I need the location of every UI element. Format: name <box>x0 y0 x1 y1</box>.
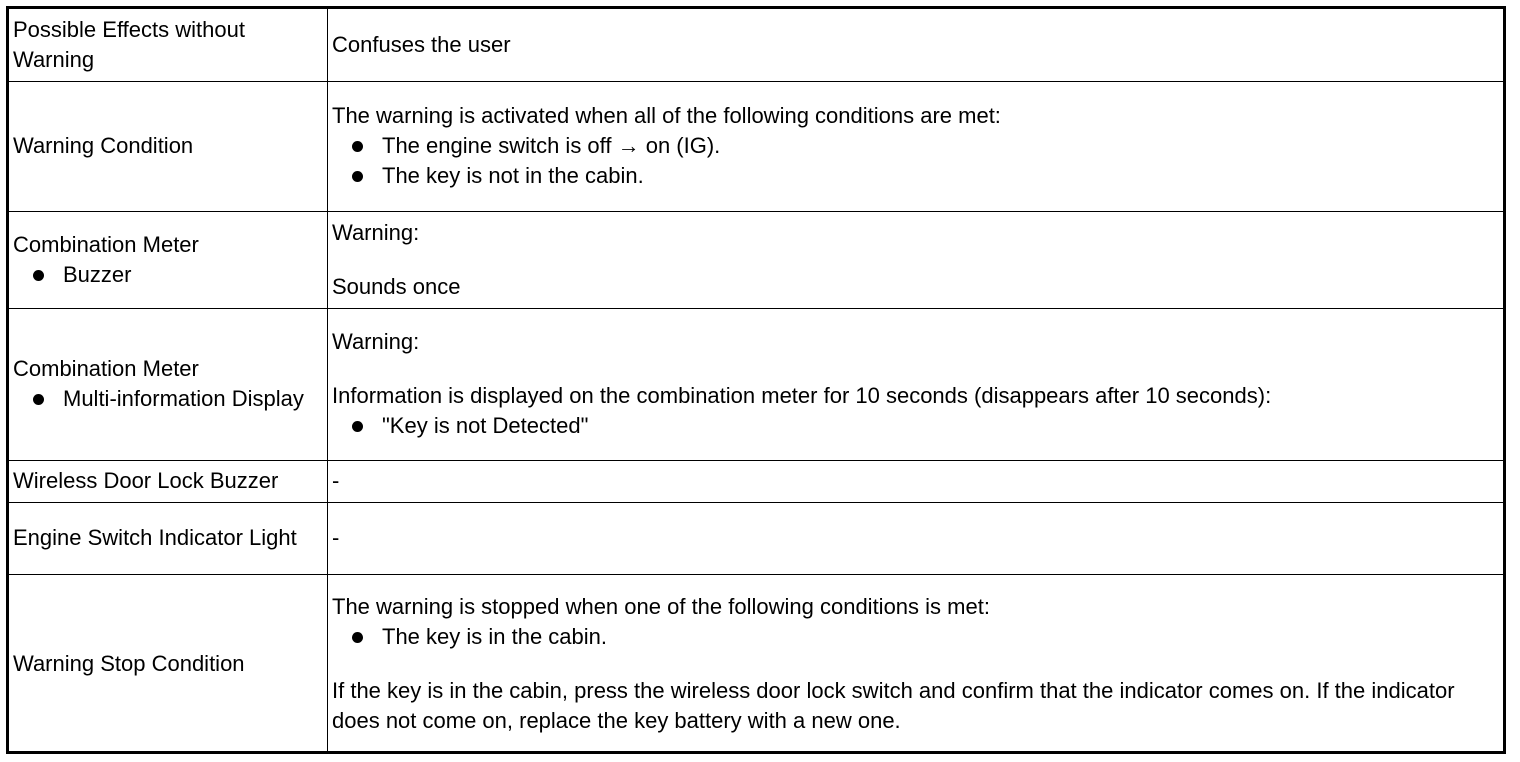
row-label: Wireless Door Lock Buzzer <box>13 468 279 493</box>
row-value: - <box>332 525 340 550</box>
value-cell <box>328 460 1504 502</box>
table-row-wireless-door-lock-buzzer <box>9 460 1503 502</box>
display-message-list <box>332 411 1499 441</box>
condition-list <box>332 131 1499 191</box>
row-label: Engine Switch Indicator Light <box>13 525 297 550</box>
row-value: Sounds once <box>332 273 461 299</box>
warning-spec-sheet <box>6 6 1506 754</box>
label-cell <box>9 9 328 81</box>
row-label: Warning Condition <box>13 133 194 158</box>
table-row-warning-stop-condition <box>9 574 1503 754</box>
row-label: Warning Stop Condition <box>13 651 245 677</box>
label-cell <box>9 308 328 460</box>
table-row-multi-information-display <box>9 308 1503 460</box>
list-item: "Key is not Detected" <box>332 411 1499 441</box>
condition-intro: The warning is activated when all of the following conditions are met: <box>332 103 1001 128</box>
row-label: Combination Meter <box>13 356 199 381</box>
table-row-engine-switch-indicator <box>9 502 1503 574</box>
sub-label: Multi-information Display <box>13 384 323 414</box>
table-row-buzzer <box>9 211 1503 308</box>
label-cell <box>9 460 328 502</box>
list-item: The key is in the cabin. <box>332 622 1499 652</box>
table-row-warning-condition <box>9 81 1503 211</box>
display-intro: Information is displayed on the combination meter for 10 seconds (disappears after 10 seconds): <box>332 383 1272 408</box>
row-value: Confuses the user <box>332 31 511 57</box>
value-cell <box>328 9 1504 81</box>
warning-heading: Warning: <box>332 219 420 245</box>
list-item: The engine switch is off → on (IG). <box>332 131 1499 161</box>
label-cell <box>9 211 328 308</box>
warning-heading: Warning: <box>332 329 420 354</box>
sub-label: Buzzer <box>13 260 323 290</box>
label-cell <box>9 81 328 211</box>
value-cell <box>328 574 1504 754</box>
stop-intro: The warning is stopped when one of the following conditions is met: <box>332 594 990 620</box>
sub-label-list <box>13 260 323 290</box>
stop-condition-list <box>332 622 1499 652</box>
sub-label-list <box>13 384 323 414</box>
row-label: Combination Meter <box>13 231 199 257</box>
stop-note: If the key is in the cabin, press the wireless door lock switch and confirm that the indicator comes on. If the indicator does not come on, replace the key battery with a new one. <box>332 678 1455 734</box>
label-cell <box>9 502 328 574</box>
value-cell <box>328 308 1504 460</box>
value-cell <box>328 502 1504 574</box>
warning-spec-table <box>9 9 1503 754</box>
table-row-possible-effects <box>9 9 1503 81</box>
row-value: - <box>332 468 340 493</box>
value-cell <box>328 211 1504 308</box>
list-item: The key is not in the cabin. <box>332 161 1499 191</box>
row-label: Possible Effects without Warning <box>13 16 245 72</box>
label-cell <box>9 574 328 754</box>
value-cell <box>328 81 1504 211</box>
